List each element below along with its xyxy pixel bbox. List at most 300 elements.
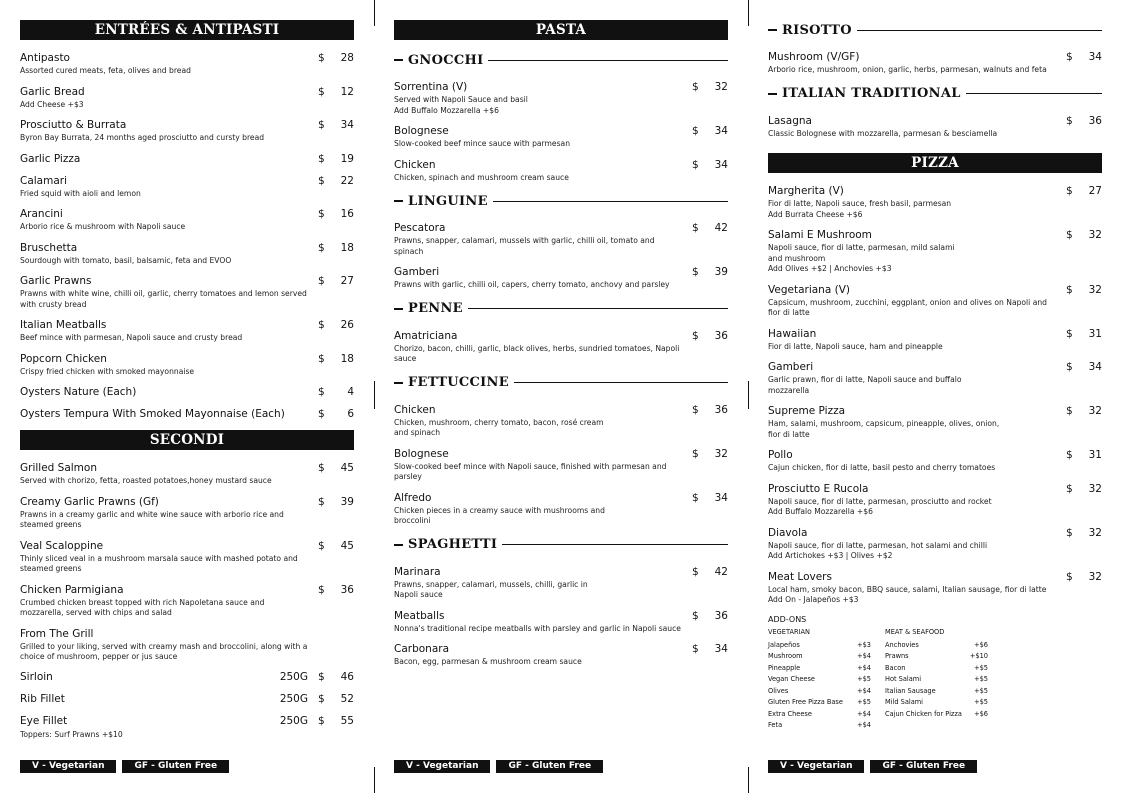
- currency-symbol: $: [318, 319, 325, 331]
- legend: [394, 760, 603, 773]
- currency-symbol: $: [1066, 185, 1073, 197]
- addon-price: +$6: [974, 640, 988, 649]
- menu-item: [768, 185, 1102, 220]
- steak-item: [20, 715, 354, 728]
- subhead-rule: [966, 93, 1102, 94]
- currency-symbol: $: [1066, 570, 1073, 583]
- addons-group-title: VEGETARIAN: [768, 627, 810, 636]
- item-price: 39: [340, 495, 354, 508]
- menu-item-row: [768, 328, 1102, 341]
- subhead-rule: [514, 382, 728, 383]
- item-price: 32: [1088, 570, 1102, 583]
- item-price: 34: [714, 643, 728, 655]
- item-description: Prawns with garlic, chilli oil, capers, cherry tomato, anchovy and parsley: [394, 280, 670, 289]
- addon-name: Olives: [768, 686, 789, 695]
- item-name: Garlic Prawns: [20, 275, 92, 287]
- item-price: 45: [340, 539, 354, 552]
- item-description: Chicken, mushroom, cherry tomato, bacon, rosé cream and spinach: [394, 417, 604, 437]
- column-entrees-secondi: [20, 20, 354, 740]
- addon-price: +$5: [857, 698, 871, 706]
- item-name: Prosciutto E Rucola: [768, 482, 869, 495]
- steak-item: [20, 693, 354, 706]
- column-divider: [374, 767, 375, 793]
- item-name: Garlic Pizza: [20, 152, 81, 165]
- addon-price: +$4: [857, 652, 871, 660]
- menu-item-row: [394, 448, 728, 461]
- legend-vegetarian: V - Vegetarian: [20, 760, 116, 773]
- addons-veg-rows: [768, 640, 885, 732]
- menu-item-row: [20, 584, 354, 597]
- menu-item: [394, 330, 728, 365]
- item-description: Beef mince with parmesan, Napoli sauce and crusty bread: [20, 333, 243, 342]
- legend-gluten-free: GF - Gluten Free: [122, 760, 229, 773]
- item-name: Calamari: [20, 174, 68, 187]
- item-price: 36: [1088, 114, 1102, 127]
- currency-symbol: $: [1066, 327, 1073, 340]
- subhead-label: GNOCCHI: [408, 52, 484, 68]
- item-description: Sourdough with tomato, basil, balsamic, feta and EVOO: [20, 255, 232, 265]
- item-name: Gamberi: [394, 266, 440, 278]
- legend-gluten-free: GF - Gluten Free: [870, 760, 977, 773]
- menu-item: [20, 540, 354, 575]
- menu-item: [394, 610, 728, 635]
- subhead-gnocchi: [394, 51, 728, 69]
- secondi-list: [20, 462, 354, 663]
- item-description: Prawns with white wine, chilli oil, garlic, cherry tomatoes and lemon served with crusty bread: [20, 289, 307, 309]
- addon-name: Mild Salami: [885, 698, 923, 706]
- menu-item-row: [394, 610, 728, 623]
- addons-meat-rows: [885, 640, 1002, 721]
- item-price: 34: [340, 119, 354, 131]
- item-description: Napoli sauce, fior di latte, parmesan, mild salami and mushroom Add Olives +$2 | Anchovies +$3: [768, 243, 955, 273]
- item-description: Fried squid with aioli and lemon: [20, 188, 141, 198]
- currency-symbol: $: [692, 158, 699, 171]
- menu-item-row: [768, 284, 1102, 297]
- item-price: 32: [1088, 283, 1102, 296]
- item-price: 36: [714, 329, 728, 342]
- addon-name: Cajun Chicken for Pizza: [885, 709, 962, 718]
- addon-row: [768, 640, 885, 652]
- currency-symbol: $: [318, 352, 325, 365]
- item-name: Mushroom (V/GF): [768, 51, 860, 63]
- menu-item: [394, 81, 728, 116]
- subhead-italian-traditional: [768, 85, 1102, 103]
- legend: [20, 760, 229, 773]
- item-name: Meatballs: [394, 609, 445, 622]
- item-name: Antipasto: [20, 52, 70, 64]
- item-price: 39: [714, 266, 728, 278]
- item-name: Chicken Parmigiana: [20, 583, 124, 596]
- item-price: 34: [1088, 51, 1102, 63]
- legend-vegetarian: V - Vegetarian: [394, 760, 490, 773]
- currency-symbol: $: [318, 52, 325, 64]
- addon-row: [768, 709, 885, 721]
- item-description: Slow-cooked beef mince with Napoli sauce, finished with parmesan and parsley: [394, 461, 667, 481]
- pizza-list: [768, 185, 1102, 606]
- item-description: Slow-cooked beef mince sauce with parmesan: [394, 139, 571, 148]
- item-name: Italian Meatballs: [20, 319, 107, 331]
- item-description: Napoli sauce, fior di latte, parmesan, prosciutto and rocket Add Buffalo Mozzarella +$6: [768, 496, 992, 516]
- subhead-dash: [394, 200, 403, 202]
- menu-item: [768, 405, 1102, 440]
- currency-symbol: $: [318, 174, 325, 187]
- addon-price: +$5: [974, 675, 988, 683]
- menu-item-row: [20, 275, 354, 288]
- menu-item-row: [20, 408, 354, 421]
- item-description: Byron Bay Burrata, 24 months aged prosciutto and cursty bread: [20, 133, 265, 142]
- currency-symbol: $: [692, 491, 699, 504]
- currency-symbol: $: [692, 81, 699, 93]
- menu-item: [20, 408, 354, 421]
- currency-symbol: $: [1066, 405, 1073, 417]
- item-name: Vegetariana (V): [768, 283, 850, 296]
- item-name: Sirloin: [20, 670, 53, 683]
- currency-symbol: $: [1066, 51, 1073, 63]
- menu-item-row: [20, 693, 354, 706]
- item-description: Cajun chicken, fior di latte, basil pesto and cherry tomatoes: [768, 463, 996, 472]
- currency-symbol: $: [318, 85, 325, 98]
- item-price: 46: [340, 670, 354, 683]
- item-price: 55: [340, 714, 354, 727]
- menu-item-row: [20, 628, 354, 641]
- item-price: 18: [340, 352, 354, 365]
- subhead-spaghetti: [394, 536, 728, 554]
- addon-price: +$4: [857, 663, 871, 672]
- menu-item-row: [20, 175, 354, 188]
- steak-list: [20, 671, 354, 728]
- addon-row: [768, 686, 885, 698]
- addon-row: [885, 651, 1002, 663]
- column-divider: [374, 0, 375, 26]
- menu-item: [20, 462, 354, 487]
- subhead-rule: [857, 30, 1102, 31]
- item-name: From The Grill: [20, 627, 94, 640]
- menu-item-row: [394, 159, 728, 172]
- item-name: Bolognese: [394, 447, 449, 460]
- subhead-dash: [768, 93, 777, 95]
- item-name: Oysters Nature (Each): [20, 386, 137, 398]
- item-name: Hawaiian: [768, 327, 817, 340]
- addon-name: Prawns: [885, 652, 909, 660]
- menu-item: [20, 353, 354, 378]
- menu-item: [768, 571, 1102, 606]
- toppers-note: Toppers: Surf Prawns +$10: [20, 729, 123, 739]
- addon-row: [885, 686, 1002, 698]
- menu-item-row: [768, 405, 1102, 418]
- addon-name: Gluten Free Pizza Base: [768, 698, 843, 706]
- addons-meat-seafood: [885, 628, 1002, 732]
- currency-symbol: $: [318, 714, 325, 727]
- item-price: 34: [714, 491, 728, 504]
- item-name: Meat Lovers: [768, 570, 832, 583]
- item-price: 42: [714, 565, 728, 578]
- menu-item: [20, 496, 354, 531]
- item-price: 32: [1088, 482, 1102, 495]
- addon-row: [768, 720, 885, 732]
- menu-item: [394, 125, 728, 150]
- addon-name: Extra Cheese: [768, 709, 812, 718]
- currency-symbol: $: [318, 539, 325, 552]
- item-description: Prawns in a creamy garlic and white wine sauce with arborio rice and steamed greens: [20, 509, 284, 529]
- addons-table: [768, 628, 1102, 732]
- item-name: Supreme Pizza: [768, 405, 846, 417]
- menu-item-row: [20, 153, 354, 166]
- item-price: 6: [347, 408, 354, 420]
- item-name: Grilled Salmon: [20, 462, 97, 474]
- item-name: Marinara: [394, 565, 441, 578]
- subhead-label: RISOTTO: [782, 22, 852, 38]
- currency-symbol: $: [318, 152, 325, 165]
- addon-price: +$5: [974, 663, 988, 672]
- item-price: 27: [340, 275, 354, 287]
- item-description: Local ham, smoky bacon, BBQ sauce, salami, Italian sausage, fior di latte Add On - Jalapeños +$3: [768, 584, 1047, 604]
- item-name: Veal Scaloppine: [20, 539, 104, 552]
- addon-row: [768, 674, 885, 686]
- menu-item-row: [394, 404, 728, 417]
- addons-title: ADD-ONS: [768, 614, 807, 624]
- item-name: Creamy Garlic Prawns (Gf): [20, 495, 159, 508]
- item-name: Arancini: [20, 208, 63, 220]
- item-price: 52: [340, 692, 354, 705]
- menu-item: [20, 175, 354, 200]
- item-name: Bruschetta: [20, 241, 78, 254]
- addon-name: Feta: [768, 721, 783, 729]
- menu-item-row: [394, 222, 728, 235]
- item-name: Garlic Bread: [20, 85, 85, 98]
- item-description: Chorizo, bacon, chilli, garlic, black olives, herbs, sundried tomatoes, Napoli sauce: [394, 343, 680, 363]
- menu-item: [20, 386, 354, 399]
- subhead-linguine: [394, 192, 728, 210]
- menu-item: [20, 208, 354, 233]
- menu-item: [394, 566, 728, 601]
- menu-item: [20, 242, 354, 267]
- item-price: 45: [340, 462, 354, 474]
- subhead-label: ITALIAN TRADITIONAL: [782, 86, 961, 101]
- menu-item: [20, 319, 354, 344]
- pasta-list: [394, 222, 728, 291]
- item-description: Assorted cured meats, feta, olives and bread: [20, 66, 191, 75]
- subhead-dash: [394, 382, 403, 384]
- menu-item: [394, 492, 728, 527]
- currency-symbol: $: [1066, 283, 1073, 296]
- addon-price: +$4: [857, 686, 871, 695]
- item-price: 12: [340, 85, 354, 98]
- currency-symbol: $: [692, 125, 699, 137]
- item-description: Prawns, snapper, calamari, mussels, chilli, garlic in Napoli sauce: [394, 579, 588, 599]
- item-description: Chicken pieces in a creamy sauce with mushrooms and broccolini: [394, 505, 605, 525]
- item-description: Fior di latte, Napoli sauce, ham and pineapple: [768, 341, 943, 351]
- item-price: 19: [340, 152, 354, 165]
- item-price: 36: [714, 403, 728, 416]
- item-price: 32: [714, 81, 728, 93]
- menu-item-row: [20, 540, 354, 553]
- item-price: 32: [714, 447, 728, 460]
- addon-price: +$4: [857, 721, 871, 729]
- pasta-sections: [394, 51, 728, 668]
- currency-symbol: $: [318, 119, 325, 131]
- item-description: Add Cheese +$3: [20, 99, 84, 109]
- subhead-label: PENNE: [408, 301, 463, 316]
- item-description: Crispy fried chicken with smoked mayonnaise: [20, 366, 195, 376]
- addon-row: [768, 663, 885, 675]
- addon-name: Pineapple: [768, 663, 801, 672]
- item-name: Pescatora: [394, 222, 446, 234]
- menu-item: [768, 115, 1102, 140]
- item-name: Prosciutto & Burrata: [20, 119, 127, 131]
- addon-name: Jalapeños: [768, 640, 800, 649]
- addon-price: +$5: [974, 686, 988, 695]
- item-name: Oysters Tempura With Smoked Mayonnaise (Each): [20, 408, 285, 420]
- currency-symbol: $: [318, 408, 325, 420]
- item-name: Amatriciana: [394, 329, 458, 342]
- addon-row: [885, 663, 1002, 675]
- subhead-penne: [394, 300, 728, 318]
- item-name: Margherita (V): [768, 185, 844, 197]
- item-name: Chicken: [394, 158, 436, 171]
- currency-symbol: $: [1066, 449, 1073, 461]
- entrees-list: [20, 52, 354, 421]
- menu-item: [20, 52, 354, 77]
- column-divider: [748, 381, 749, 409]
- pasta-list: [394, 81, 728, 183]
- menu-item-row: [394, 81, 728, 94]
- menu-item-row: [20, 242, 354, 255]
- item-description: Ham, salami, mushroom, capsicum, pineapple, olives, onion, fior di latte: [768, 419, 1000, 439]
- column-divider: [748, 767, 749, 793]
- subhead-dash: [394, 308, 403, 310]
- item-description: Garlic prawn, fior di latte, Napoli sauce and buffalo mozzarella: [768, 375, 962, 395]
- menu-item-row: [20, 496, 354, 509]
- item-description: Served with chorizo, fetta, roasted potatoes,honey mustard sauce: [20, 476, 272, 485]
- menu-item-row: [768, 527, 1102, 540]
- menu-item: [394, 404, 728, 439]
- addon-row: [768, 651, 885, 663]
- menu-item-row: [768, 115, 1102, 128]
- item-price: 36: [714, 609, 728, 622]
- menu-item-row: [394, 566, 728, 579]
- addon-row: [885, 709, 1002, 721]
- currency-symbol: $: [1066, 526, 1073, 539]
- section-banner-pizza: PIZZA: [768, 153, 1102, 173]
- pasta-list: [394, 330, 728, 365]
- item-description: Bacon, egg, parmesan & mushroom cream sauce: [394, 657, 582, 666]
- menu-item: [768, 527, 1102, 562]
- menu-item: [20, 153, 354, 166]
- addon-price: +$10: [969, 652, 988, 660]
- menu-item-row: [768, 51, 1102, 64]
- item-price: 22: [340, 174, 354, 187]
- menu-item: [394, 222, 728, 257]
- menu-item: [768, 328, 1102, 353]
- column-risotto-pizza: [768, 20, 1102, 732]
- menu-item: [394, 159, 728, 184]
- subhead-rule: [502, 544, 728, 545]
- item-description: Grilled to your liking, served with creamy mash and broccolini, along with a choice of mushroom, pepper or jus sauce: [20, 641, 308, 661]
- currency-symbol: $: [318, 583, 325, 596]
- subhead-rule: [488, 60, 728, 61]
- currency-symbol: $: [1066, 114, 1073, 127]
- menu-item-row: [394, 643, 728, 656]
- menu-item-row: [20, 208, 354, 221]
- column-pasta: [394, 20, 728, 677]
- item-weight: 250G: [279, 714, 308, 727]
- item-name: Sorrentina (V): [394, 81, 468, 93]
- addon-price: +$5: [974, 698, 988, 706]
- item-name: Diavola: [768, 526, 808, 539]
- pasta-list: [394, 566, 728, 668]
- currency-symbol: $: [318, 208, 325, 220]
- item-name: Pollo: [768, 449, 793, 461]
- menu-item-row: [20, 86, 354, 99]
- currency-symbol: $: [318, 692, 325, 705]
- menu-item-row: [20, 671, 354, 684]
- item-price: 31: [1088, 449, 1102, 461]
- menu-item-row: [20, 386, 354, 399]
- item-description: Fior di latte, Napoli sauce, fresh basil, parmesan Add Burrata Cheese +$6: [768, 199, 952, 219]
- menu-item-row: [394, 125, 728, 138]
- item-price: 32: [1088, 405, 1102, 417]
- addon-price: +$6: [974, 709, 988, 718]
- item-price: 4: [347, 386, 354, 398]
- menu-item: [394, 266, 728, 291]
- italian-list: [768, 115, 1102, 140]
- addons-group-title: MEAT & SEAFOOD: [885, 627, 945, 636]
- menu-item: [20, 86, 354, 111]
- currency-symbol: $: [692, 222, 699, 234]
- legend: [768, 760, 977, 773]
- item-description: Napoli sauce, fior di latte, parmesan, hot salami and chilli Add Artichokes +$3 | Olives +$2: [768, 540, 988, 560]
- item-description: Classic Bolognese with mozzarella, parmesan & besciamella: [768, 128, 998, 138]
- menu-item: [768, 284, 1102, 319]
- menu-item-row: [768, 361, 1102, 374]
- addon-name: Vegan Cheese: [768, 675, 815, 683]
- currency-symbol: $: [692, 403, 699, 416]
- item-name: Alfredo: [394, 491, 432, 504]
- menu-item: [394, 643, 728, 668]
- currency-symbol: $: [692, 266, 699, 278]
- item-description: Prawns, snapper, calamari, mussels with garlic, chilli oil, tomato and spinach: [394, 236, 655, 256]
- menu-item: [768, 483, 1102, 518]
- item-description: Nonna's traditional recipe meatballs with parsley and garlic in Napoli sauce: [394, 623, 681, 633]
- item-name: Carbonara: [394, 643, 450, 655]
- item-price: 34: [714, 158, 728, 171]
- menu-item: [20, 119, 354, 144]
- menu-item: [768, 449, 1102, 474]
- menu-item: [768, 229, 1102, 275]
- item-name: Lasagna: [768, 114, 812, 127]
- item-name: Rib Fillet: [20, 692, 65, 705]
- menu-item-row: [394, 492, 728, 505]
- menu-item: [20, 275, 354, 310]
- item-description: Served with Napoli Sauce and basil Add Buffalo Mozzarella +$6: [394, 95, 528, 115]
- item-price: 34: [714, 125, 728, 137]
- item-price: 32: [1088, 229, 1102, 241]
- addon-name: Anchovies: [885, 640, 919, 649]
- menu-item: [768, 51, 1102, 76]
- subhead-risotto: [768, 21, 1102, 39]
- steak-item: [20, 671, 354, 684]
- addon-price: +$3: [857, 640, 871, 649]
- subhead-rule: [493, 201, 728, 202]
- addon-price: +$4: [857, 709, 871, 718]
- currency-symbol: $: [1066, 482, 1073, 495]
- menu-item-row: [20, 462, 354, 475]
- addon-price: +$5: [857, 675, 871, 683]
- menu-item-row: [768, 229, 1102, 242]
- currency-symbol: $: [318, 670, 325, 683]
- subhead-rule: [468, 308, 728, 309]
- column-divider: [748, 0, 749, 26]
